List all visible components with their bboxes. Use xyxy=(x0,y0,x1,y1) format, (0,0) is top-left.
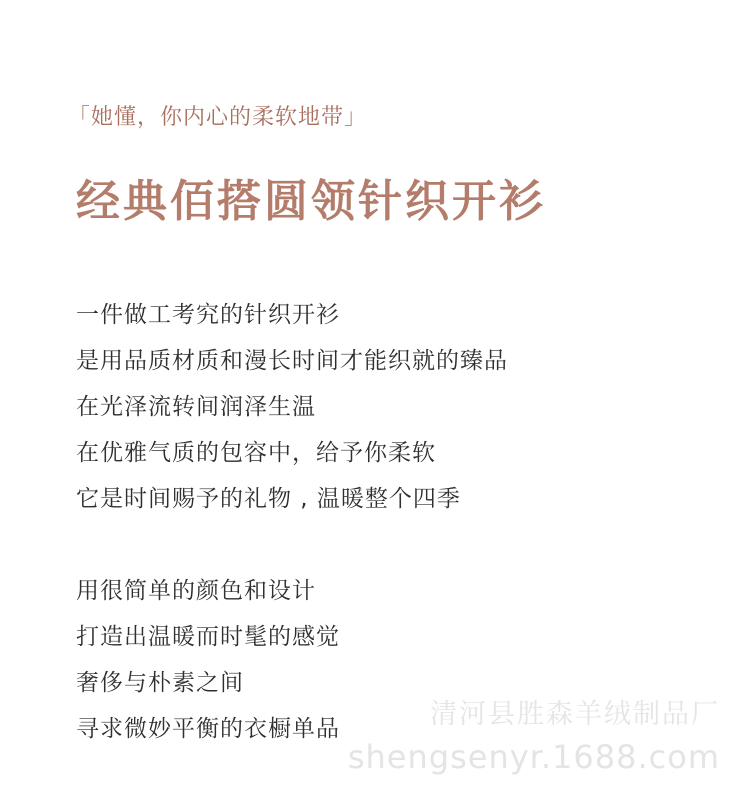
poem-line: 是用品质材质和漫长时间才能织就的臻品 xyxy=(76,348,508,374)
poem-stanza-1 xyxy=(76,292,508,522)
poem-line: 在光泽流转间润泽生温 xyxy=(76,394,316,420)
poem-line: 在优雅气质的包容中，给予你柔软 xyxy=(76,440,436,466)
poem-line: 用很简单的颜色和设计 xyxy=(76,578,316,604)
poem-line: 它是时间赐予的礼物 , 温暖整个四季 xyxy=(76,486,461,512)
watermark-company: 清河县胜森羊绒制品厂 xyxy=(430,699,720,730)
poem-line: 一件做工考究的针织开衫 xyxy=(76,302,340,328)
poem-line: 奢侈与朴素之间 xyxy=(76,670,244,696)
poem-line: 寻求微妙平衡的衣橱单品 xyxy=(76,716,340,742)
watermark-domain: shengsenyr.1688.com xyxy=(347,738,720,776)
tagline: 「她懂，你内心的柔软地带」 xyxy=(68,105,368,130)
poem-stanza-2 xyxy=(76,568,340,752)
headline: 经典佰搭圆领针织开衫 xyxy=(76,176,546,227)
poem-line: 打造出温暖而时髦的感觉 xyxy=(76,624,340,650)
